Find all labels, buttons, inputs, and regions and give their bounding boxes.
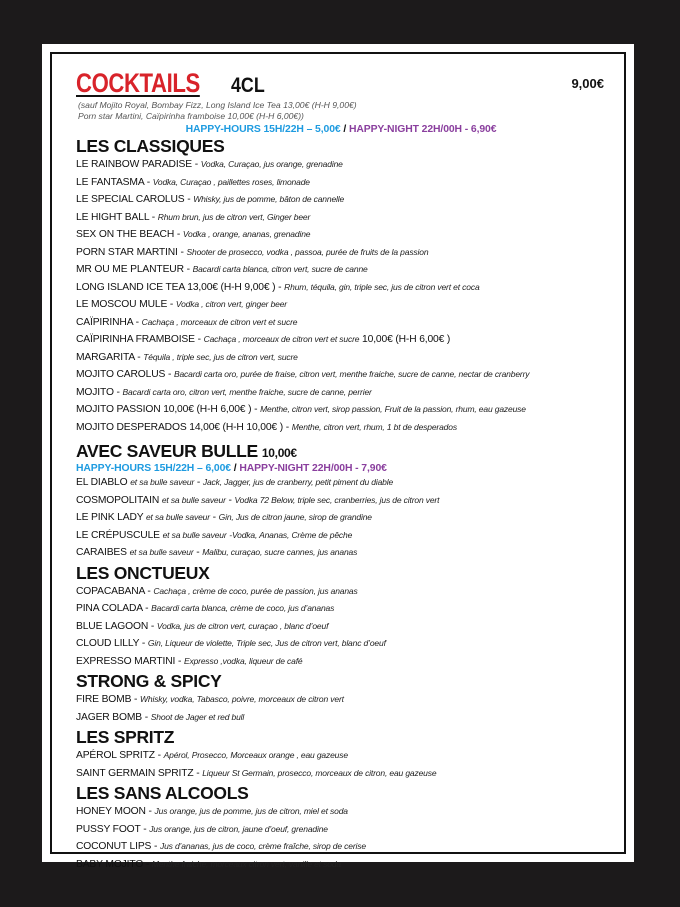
item-description: -Vodka, Ananas, Crème de pêche <box>229 529 353 540</box>
list-spritz <box>76 747 606 782</box>
item-extra: et sa bulle saveur <box>145 512 210 522</box>
item-name: FIRE BOMB <box>76 694 132 705</box>
item-price-suffix: 10,00€ (H-H 6,00€ ) <box>362 334 451 345</box>
menu-item: CLOUD LILLY - Gin, Liqueur de violette, Triple sec, Jus de citron vert, blanc d’oeuf <box>76 638 386 649</box>
list-sans-alcools <box>76 803 606 873</box>
base-price: 9,00€ <box>571 76 604 91</box>
item-description: Vodka , citron vert, ginger beer <box>175 299 287 309</box>
menu-content <box>76 68 606 873</box>
menu-item <box>76 527 606 545</box>
happy-hours-banner: HAPPY-HOURS 15H/22H – 5,00€ / HAPPY-NIGHT 22H/00H - 6,90€ <box>185 124 497 135</box>
item-name: CARAIBES <box>76 547 127 558</box>
item-description: Menthe fraiche, morceaux citron vert, vanille et soda <box>151 858 341 869</box>
item-name: LE PINK LADY <box>76 512 144 523</box>
section-title-strong: STRONG & SPICY <box>76 671 222 691</box>
item-description: Menthe, citron vert, rhum, 1 bt de desperados <box>291 421 457 432</box>
item-description: Vodka , orange, ananas, grenadine <box>182 229 311 239</box>
item-extra: et sa bulle saveur <box>130 477 195 487</box>
menu-item: MOJITO PASSION 10,00€ (H-H 6,00€ ) - Menthe, citron vert, sirop passion, Fruit de la passion, rhum, eau gazeuse <box>76 404 526 415</box>
menu-item: SAINT GERMAIN SPRITZ - Liqueur St Germain, prosecco, morceaux de citron, eau gazeuse <box>76 767 437 779</box>
menu-item: LE SPECIAL CAROLUS - Whisky, jus de pomme, bâton de cannelle <box>76 194 345 205</box>
bulle-happy-hours-price: HAPPY-HOURS 15H/22H – 6,00€ <box>76 463 231 474</box>
item-description: Whisky, vodka, Tabasco, poivre, morceaux de citron vert <box>140 694 344 704</box>
item-description: Expresso ,vodka, liqueur de café <box>183 655 303 666</box>
menu-item: MR OU ME PLANTEUR - Bacardi carta blanca, citron vert, sucre de canne <box>76 264 368 275</box>
item-name: LE SPECIAL CAROLUS <box>76 194 185 205</box>
item-name: MOJITO DESPERADOS 14,00€ (H-H 10,00€ ) <box>76 421 283 433</box>
item-name: LE MOSCOU MULE <box>76 299 168 310</box>
menu-item: LE PINK LADY et sa bulle saveur - Gin, Jus de citron jaune, sirop de grandine <box>76 512 372 523</box>
menu-item: FIRE BOMB - Whisky, vodka, Tabasco, poivre, morceaux de citron vert <box>76 694 344 705</box>
item-name: LE CRÉPUSCULE <box>76 529 160 541</box>
list-strong <box>76 691 606 726</box>
section-title-bulle: AVEC SAVEUR BULLE 10,00€ <box>76 441 297 461</box>
menu-item: CARAIBES et sa bulle saveur - Malibu, curaçao, sucre cannes, jus ananas <box>76 547 358 558</box>
item-description: Vodka, Curaçao, jus orange, grenadine <box>200 159 343 169</box>
item-name: PORN STAR MARTINI <box>76 246 178 258</box>
item-description: Shoot de Jager et red bull <box>150 711 245 722</box>
menu-item: EXPRESSO MARTINI - Expresso ,vodka, liqueur de café <box>76 655 303 667</box>
item-name: EXPRESSO MARTINI <box>76 655 176 667</box>
item-description: Bacardi carta blanca, citron vert, sucre de canne <box>192 264 368 274</box>
item-name: HONEY MOON <box>76 806 146 817</box>
item-name: BABY MOJITO <box>76 858 144 870</box>
item-name: MARGARITA <box>76 351 135 363</box>
bulle-price: 10,00€ <box>261 446 297 460</box>
item-name: CLOUD LILLY <box>76 638 140 649</box>
item-name: PUSSY FOOT <box>76 823 141 835</box>
item-description: Shooter de prosecco, vodka , passoa, purée de fruits de la passion <box>186 246 429 257</box>
item-description: Vodka, jus de citron vert, curaçao , blanc d’oeuf <box>156 620 329 631</box>
menu-item: PINA COLADA - Bacardi carta blanca, crème de coco, jus d’ananas <box>76 603 335 614</box>
price-note-2: Porn star Martini, Caïpirinha framboise 10,00€ (H-H 6,00€)) <box>78 111 304 121</box>
section-title-sans-alcools: LES SANS ALCOOLS <box>76 783 249 803</box>
menu-item: LE FANTASMA - Vodka, Curaçao , paillettes roses, limonade <box>76 176 310 188</box>
menu-item: EL DIABLO et sa bulle saveur - Jack, Jagger, jus de cranberry, petit piment du diable <box>76 477 394 488</box>
item-name: CAÏPIRINHA <box>76 316 133 328</box>
menu-item: APÉROL SPRITZ - Apérol, Prosecco, Morceaux orange , eau gazeuse <box>76 750 348 761</box>
menu-item: PORN STAR MARTINI - Shooter de prosecco, vodka , passoa, purée de fruits de la passion <box>76 246 429 258</box>
menu-item: MOJITO - Bacardi carta oro, citron vert, menthe fraiche, sucre de canne, perrier <box>76 386 372 398</box>
item-description: Téquila , triple sec, jus de citron vert, sucre <box>143 351 298 362</box>
item-name: COCONUT LIPS <box>76 841 152 852</box>
list-bulle <box>76 474 606 562</box>
menu-item: LE MOSCOU MULE - Vodka , citron vert, ginger beer <box>76 299 287 310</box>
item-name: BLUE LAGOON <box>76 620 149 632</box>
item-name: EL DIABLO <box>76 477 128 488</box>
item-description: Bacardi carta oro, purée de fraise, citron vert, menthe fraiche, sucre de canne, nectar de cranberry <box>173 369 530 379</box>
item-name: LE FANTASMA <box>76 176 144 188</box>
menu-item: LE HIGHT BALL - Rhum brun, jus de citron vert, Ginger beer <box>76 211 311 223</box>
bulle-happy-night-price: HAPPY-NIGHT 22H/00H - 7,90€ <box>239 463 387 474</box>
item-name: LONG ISLAND ICE TEA 13,00€ (H-H 9,00€ ) <box>76 281 276 293</box>
item-description: Cachaça , morceaux de citron vert et sucre <box>203 334 360 344</box>
item-name: MOJITO PASSION 10,00€ (H-H 6,00€ ) <box>76 404 252 415</box>
bulle-happy-hours: HAPPY-HOURS 15H/22H – 6,00€ / HAPPY-NIGHT 22H/00H - 7,90€ <box>76 463 387 474</box>
item-name: SEX ON THE BEACH <box>76 229 175 240</box>
item-extra: et sa bulle saveur <box>161 494 226 505</box>
item-name: MOJITO <box>76 386 114 398</box>
menu-item: COPACABANA - Cachaça , crème de coco, purée de passion, jus ananas <box>76 585 358 597</box>
item-description: Jus d’ananas, jus de coco, crème fraîche, sirop de cerise <box>159 841 366 851</box>
item-name: COSMOPOLITAIN <box>76 494 160 506</box>
item-description: Whisky, jus de pomme, bâton de cannelle <box>193 194 345 204</box>
item-description: Malibu, curaçao, sucre cannes, jus ananas <box>202 547 358 557</box>
menu-item: HONEY MOON - Jus orange, jus de pomme, jus de citron, miel et soda <box>76 806 348 817</box>
menu-item: SEX ON THE BEACH - Vodka , orange, ananas, grenadine <box>76 229 311 240</box>
item-name: APÉROL SPRITZ <box>76 750 155 761</box>
item-description: Bacardi carta blanca, crème de coco, jus d’ananas <box>151 603 335 613</box>
item-description: Menthe, citron vert, sirop passion, Fruit de la passion, rhum, eau gazeuse <box>260 404 526 414</box>
menu-page <box>44 46 632 870</box>
item-name: JAGER BOMB <box>76 711 143 723</box>
item-description: Gin, Liqueur de violette, Triple sec, Jus de citron vert, blanc d’oeuf <box>147 638 386 648</box>
item-description: Jus orange, jus de pomme, jus de citron, miel et soda <box>154 806 348 816</box>
menu-item: COSMOPOLITAIN et sa bulle saveur - Vodka 72 Below, triple sec, cranberries, jus de citron vert <box>76 494 440 506</box>
item-description: Liqueur St Germain, prosecco, morceaux de citron, eau gazeuse <box>202 767 437 778</box>
item-description: Jack, Jagger, jus de cranberry, petit piment du diable <box>202 477 394 487</box>
item-description: Rhum brun, jus de citron vert, Ginger beer <box>157 211 311 222</box>
item-description: Cachaça , crème de coco, purée de passion, jus ananas <box>153 585 358 596</box>
item-name: SAINT GERMAIN SPRITZ <box>76 767 194 779</box>
page-title: COCKTAILS <box>76 68 200 98</box>
menu-item: MARGARITA - Téquila , triple sec, jus de citron vert, sucre <box>76 351 298 363</box>
item-description: Jus orange, jus de citron, jaune d’oeuf, grenadine <box>149 823 328 834</box>
section-title-classiques: LES CLASSIQUES <box>76 136 225 156</box>
list-classiques <box>76 156 606 436</box>
item-description: Gin, Jus de citron jaune, sirop de grandine <box>218 512 372 522</box>
item-name: PINA COLADA <box>76 603 143 614</box>
item-description: Bacardi carta oro, citron vert, menthe fraiche, sucre de canne, perrier <box>122 386 372 397</box>
serving-size: 4CL <box>231 74 265 97</box>
item-description: Cachaça , morceaux de citron vert et sucre <box>141 316 298 327</box>
menu-item: PUSSY FOOT - Jus orange, jus de citron, jaune d’oeuf, grenadine <box>76 823 328 835</box>
price-note-1: (sauf Mojito Royal, Bombay Fizz, Long Island Ice Tea 13,00€ (H-H 9,00€) <box>78 100 357 110</box>
item-description: Apérol, Prosecco, Morceaux orange , eau gazeuse <box>163 750 348 760</box>
item-name: MR OU ME PLANTEUR <box>76 264 184 275</box>
menu-item: LONG ISLAND ICE TEA 13,00€ (H-H 9,00€ ) - Rhum, téquila, gin, triple sec, jus de citron vert et coca <box>76 281 480 293</box>
menu-item: COCONUT LIPS - Jus d’ananas, jus de coco, crème fraîche, sirop de cerise <box>76 841 366 852</box>
item-extra: et sa bulle saveur <box>162 529 227 540</box>
item-description: Vodka, Curaçao , paillettes roses, limonade <box>152 176 310 187</box>
item-description: Rhum, téquila, gin, triple sec, jus de citron vert et coca <box>284 281 480 292</box>
item-name: MOJITO CAROLUS <box>76 369 166 380</box>
item-name: LE HIGHT BALL <box>76 211 150 223</box>
menu-item: CAÏPIRINHA FRAMBOISE - Cachaça , morceaux de citron vert et sucre 10,00€ (H-H 6,00€ ) <box>76 334 451 345</box>
menu-item: BABY MOJITO - Menthe fraiche, morceaux citron vert, vanille et soda <box>76 858 341 870</box>
section-title-onctueux: LES ONCTUEUX <box>76 562 210 583</box>
menu-item: MOJITO CAROLUS - Bacardi carta oro, purée de fraise, citron vert, menthe fraiche, sucre de canne, nectar de cranberry <box>76 369 530 380</box>
item-extra: et sa bulle saveur <box>129 547 194 557</box>
item-name: CAÏPIRINHA FRAMBOISE <box>76 334 195 345</box>
menu-item: MOJITO DESPERADOS 14,00€ (H-H 10,00€ ) - Menthe, citron vert, rhum, 1 bt de desperados <box>76 421 457 433</box>
list-onctueux <box>76 583 606 671</box>
menu-item: LE RAINBOW PARADISE - Vodka, Curaçao, jus orange, grenadine <box>76 159 343 170</box>
menu-item: JAGER BOMB - Shoot de Jager et red bull <box>76 711 245 723</box>
menu-item: BLUE LAGOON - Vodka, jus de citron vert, curaçao , blanc d’oeuf <box>76 620 329 632</box>
menu-item: CAÏPIRINHA - Cachaça , morceaux de citron vert et sucre <box>76 316 298 328</box>
happy-hours-price: HAPPY-HOURS 15H/22H – 5,00€ <box>185 124 341 135</box>
item-name: COPACABANA <box>76 585 145 597</box>
section-title-spritz: LES SPRITZ <box>76 727 175 747</box>
item-name: LE RAINBOW PARADISE <box>76 159 192 170</box>
menu-header <box>76 68 606 98</box>
happy-night-price: HAPPY-NIGHT 22H/00H - 6,90€ <box>348 124 497 135</box>
item-description: Vodka 72 Below, triple sec, cranberries, jus de citron vert <box>234 494 440 505</box>
